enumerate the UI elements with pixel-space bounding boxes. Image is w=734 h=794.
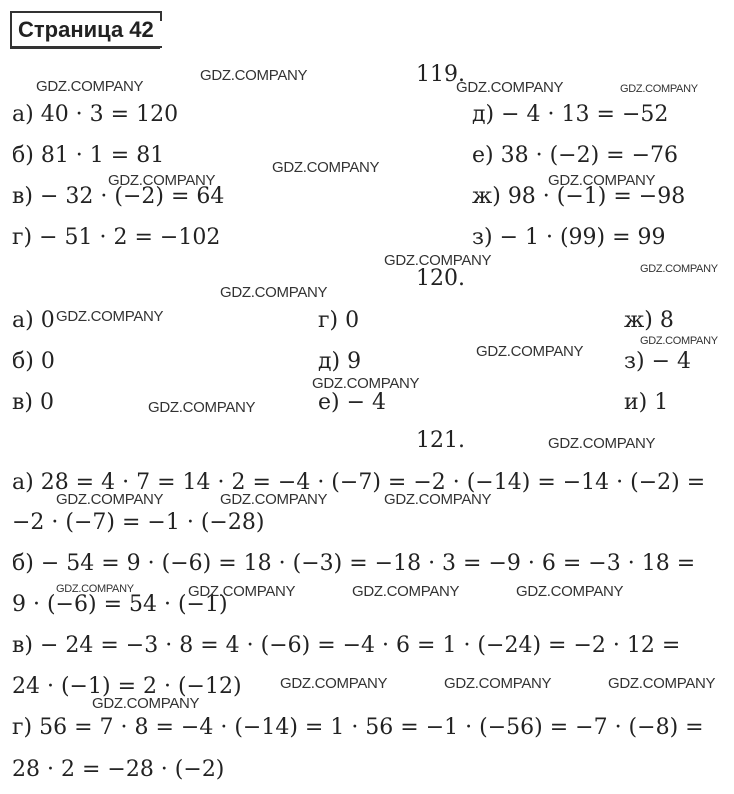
- watermark: GDZ.COMPANY: [220, 491, 328, 508]
- task-120-b: б) 0: [12, 349, 55, 374]
- watermark: GDZ.COMPANY: [188, 583, 296, 600]
- task-121-line: в) − 24 = −3 · 8 = 4 · (−6) = −4 · 6 = 1 · (−24) = −2 · 12 =: [12, 633, 681, 658]
- watermark: GDZ.COMPANY: [640, 263, 718, 275]
- task-119-line-v: в) − 32 · (−2) = 64: [12, 184, 225, 209]
- task-119-line-a: а) 40 · 3 = 120: [12, 102, 179, 127]
- task-119-line-e: е) 38 · (−2) = −76: [472, 143, 679, 168]
- watermark: GDZ.COMPANY: [200, 67, 308, 84]
- watermark: GDZ.COMPANY: [108, 172, 216, 189]
- task-121-line: а) 28 = 4 · 7 = 14 · 2 = −4 · (−7) = −2 · (−14) = −14 · (−2) =: [12, 470, 706, 495]
- watermark: GDZ.COMPANY: [620, 83, 698, 95]
- task-number-120: 120.: [416, 266, 465, 291]
- watermark: GDZ.COMPANY: [548, 172, 656, 189]
- task-number-121: 121.: [416, 428, 465, 453]
- task-121-line: г) 56 = 7 · 8 = −4 · (−14) = 1 · 56 = −1 · (−56) = −7 · (−8) =: [12, 715, 704, 740]
- watermark: GDZ.COMPANY: [280, 675, 388, 692]
- watermark: GDZ.COMPANY: [220, 284, 328, 301]
- task-120-d: д) 9: [318, 349, 362, 374]
- watermark: GDZ.COMPANY: [56, 491, 164, 508]
- task-121-line: б) − 54 = 9 · (−6) = 18 · (−3) = −18 · 3 = −9 · 6 = −3 · 18 =: [12, 551, 696, 576]
- task-120-v: в) 0: [12, 390, 54, 415]
- task-120-g: г) 0: [318, 308, 360, 333]
- watermark: GDZ.COMPANY: [640, 335, 718, 347]
- task-120-e: е) − 4: [318, 390, 387, 415]
- task-119-line-b: б) 81 · 1 = 81: [12, 143, 165, 168]
- watermark: GDZ.COMPANY: [312, 375, 420, 392]
- task-120-zh: ж) 8: [624, 308, 674, 333]
- task-119-line-g: г) − 51 · 2 = −102: [12, 225, 221, 250]
- watermark: GDZ.COMPANY: [384, 252, 492, 269]
- task-121-line: 9 · (−6) = 54 · (−1): [12, 592, 228, 617]
- watermark: GDZ.COMPANY: [36, 78, 144, 95]
- watermark: GDZ.COMPANY: [456, 79, 564, 96]
- watermark: GDZ.COMPANY: [548, 435, 656, 452]
- watermark: GDZ.COMPANY: [56, 308, 164, 325]
- watermark: GDZ.COMPANY: [56, 583, 134, 595]
- header-underline: [10, 46, 162, 48]
- task-121-line: 24 · (−1) = 2 · (−12): [12, 674, 242, 699]
- task-121-line: 28 · 2 = −28 · (−2): [12, 757, 225, 782]
- watermark: GDZ.COMPANY: [476, 343, 584, 360]
- page-title: Страница 42: [10, 11, 160, 49]
- watermark: GDZ.COMPANY: [148, 399, 256, 416]
- task-119-line-d: д) − 4 · 13 = −52: [472, 102, 669, 127]
- watermark: GDZ.COMPANY: [608, 675, 716, 692]
- header-corner: [160, 11, 162, 21]
- task-119-line-zh: ж) 98 · (−1) = −98: [472, 184, 686, 209]
- watermark: GDZ.COMPANY: [272, 159, 380, 176]
- task-120-z: з) − 4: [624, 349, 691, 374]
- task-120-a: а) 0: [12, 308, 55, 333]
- watermark: GDZ.COMPANY: [352, 583, 460, 600]
- watermark: GDZ.COMPANY: [444, 675, 552, 692]
- watermark: GDZ.COMPANY: [516, 583, 624, 600]
- task-120-i: и) 1: [624, 390, 669, 415]
- task-121-line: −2 · (−7) = −1 · (−28): [12, 510, 265, 535]
- task-number-119: 119.: [416, 62, 465, 87]
- watermark: GDZ.COMPANY: [384, 491, 492, 508]
- watermark: GDZ.COMPANY: [92, 695, 200, 712]
- task-119-line-z: з) − 1 · (99) = 99: [472, 225, 666, 250]
